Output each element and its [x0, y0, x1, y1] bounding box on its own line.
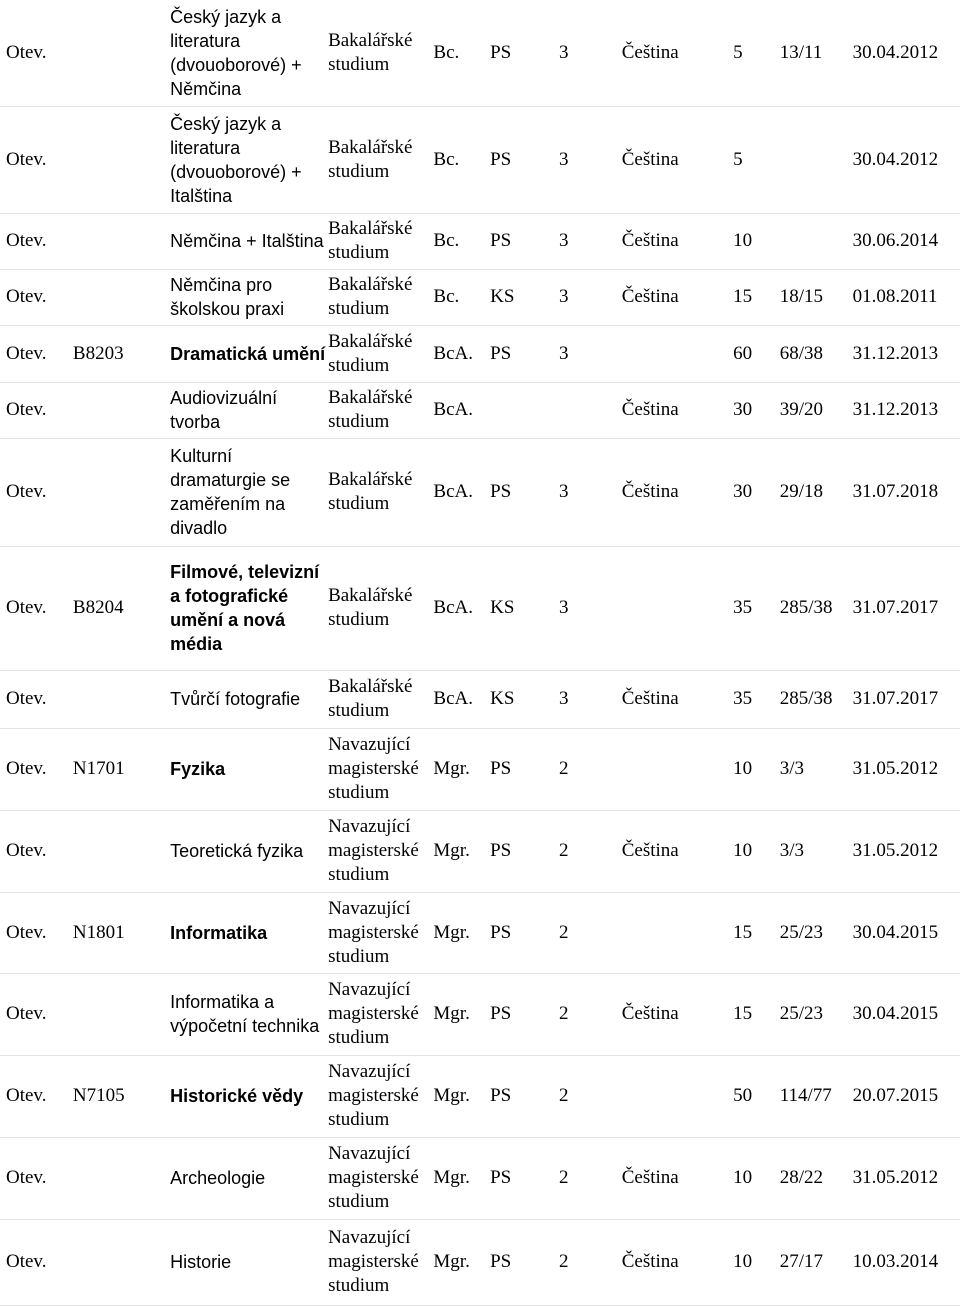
language-cell: Čeština [622, 670, 733, 728]
table-row [0, 106, 960, 213]
capacity-cell: 30 [733, 438, 780, 546]
program-name-cell: Archeologie [170, 1137, 328, 1219]
degree-cell: BcA. [433, 382, 490, 438]
study-form-cell: PS [490, 1137, 559, 1219]
study-form-cell: PS [490, 106, 559, 213]
table-row [0, 670, 960, 728]
applicants-ratio-cell: 13/11 [780, 0, 853, 106]
study-length-cell: 3 [559, 325, 622, 382]
applicants-ratio-cell: 27/17 [780, 1219, 853, 1305]
degree-cell: Mgr. [433, 1219, 490, 1305]
applicants-ratio-cell: 18/15 [780, 269, 853, 325]
capacity-cell: 15 [733, 269, 780, 325]
status-cell: Otev. [0, 546, 73, 670]
capacity-cell: 10 [733, 1219, 780, 1305]
study-type-cell: Navazující magisterské studium [328, 1055, 433, 1137]
table-row [0, 546, 960, 670]
status-cell: Otev. [0, 1055, 73, 1137]
accreditation-date-cell: 30.04.2012 [853, 0, 960, 106]
study-form-cell: PS [490, 728, 559, 810]
degree-cell: BcA. [433, 325, 490, 382]
capacity-cell: 10 [733, 810, 780, 892]
study-type-cell: Navazující magisterské studium [328, 973, 433, 1055]
study-form-cell: KS [490, 269, 559, 325]
study-length-cell: 3 [559, 546, 622, 670]
status-cell: Otev. [0, 382, 73, 438]
language-cell: Čeština [622, 213, 733, 269]
degree-cell: Mgr. [433, 892, 490, 973]
degree-cell: Mgr. [433, 728, 490, 810]
table-row [0, 269, 960, 325]
study-type-cell: Bakalářské studium [328, 546, 433, 670]
program-code-cell [73, 1137, 170, 1219]
table-row [0, 438, 960, 546]
status-cell: Otev. [0, 1219, 73, 1305]
study-form-cell: PS [490, 810, 559, 892]
degree-cell: Bc. [433, 0, 490, 106]
status-cell: Otev. [0, 973, 73, 1055]
applicants-ratio-cell: 68/38 [780, 325, 853, 382]
applicants-ratio-cell: 29/18 [780, 438, 853, 546]
program-code-cell [73, 0, 170, 106]
program-name-cell: Tvůrčí fotografie [170, 670, 328, 728]
study-length-cell: 2 [559, 728, 622, 810]
study-type-cell: Bakalářské studium [328, 269, 433, 325]
accreditation-date-cell: 31.05.2012 [853, 1137, 960, 1219]
study-length-cell: 2 [559, 892, 622, 973]
study-type-cell: Navazující magisterské studium [328, 728, 433, 810]
status-cell: Otev. [0, 810, 73, 892]
study-type-cell: Navazující magisterské studium [328, 1219, 433, 1305]
capacity-cell: 35 [733, 670, 780, 728]
table-row [0, 892, 960, 973]
table-row [0, 1055, 960, 1137]
program-name-cell: Informatika a výpočetní technika [170, 973, 328, 1055]
program-code-cell: B8203 [73, 325, 170, 382]
status-cell: Otev. [0, 269, 73, 325]
capacity-cell: 30 [733, 382, 780, 438]
status-cell: Otev. [0, 728, 73, 810]
degree-cell: Mgr. [433, 810, 490, 892]
study-length-cell: 2 [559, 1055, 622, 1137]
degree-cell: Mgr. [433, 1055, 490, 1137]
study-length-cell: 3 [559, 269, 622, 325]
status-cell: Otev. [0, 1137, 73, 1219]
language-cell [622, 892, 733, 973]
applicants-ratio-cell: 3/3 [780, 728, 853, 810]
program-name-cell: Informatika [170, 892, 328, 973]
language-cell: Čeština [622, 1219, 733, 1305]
capacity-cell: 60 [733, 325, 780, 382]
program-code-cell [73, 438, 170, 546]
degree-cell: Mgr. [433, 973, 490, 1055]
program-name-cell: Historické vědy [170, 1055, 328, 1137]
language-cell: Čeština [622, 973, 733, 1055]
degree-cell: Mgr. [433, 1137, 490, 1219]
study-type-cell: Navazující magisterské studium [328, 892, 433, 973]
accreditation-date-cell: 10.03.2014 [853, 1219, 960, 1305]
applicants-ratio-cell: 39/20 [780, 382, 853, 438]
accreditation-date-cell: 20.07.2015 [853, 1055, 960, 1137]
capacity-cell: 50 [733, 1055, 780, 1137]
accreditation-date-cell: 31.05.2012 [853, 810, 960, 892]
program-name-cell: Historie [170, 1219, 328, 1305]
accreditation-date-cell: 30.04.2015 [853, 892, 960, 973]
program-code-cell [73, 269, 170, 325]
status-cell: Otev. [0, 213, 73, 269]
study-length-cell: 3 [559, 438, 622, 546]
study-form-cell: PS [490, 1219, 559, 1305]
language-cell: Čeština [622, 1137, 733, 1219]
program-name-cell: Audiovizuální tvorba [170, 382, 328, 438]
language-cell: Čeština [622, 438, 733, 546]
study-form-cell: PS [490, 973, 559, 1055]
language-cell [622, 546, 733, 670]
language-cell: Čeština [622, 0, 733, 106]
study-form-cell [490, 382, 559, 438]
applicants-ratio-cell: 114/77 [780, 1055, 853, 1137]
capacity-cell: 10 [733, 728, 780, 810]
language-cell: Čeština [622, 810, 733, 892]
program-code-cell [73, 213, 170, 269]
program-name-cell: Fyzika [170, 728, 328, 810]
study-form-cell: PS [490, 892, 559, 973]
applicants-ratio-cell: 25/23 [780, 892, 853, 973]
accreditation-date-cell: 01.08.2011 [853, 269, 960, 325]
applicants-ratio-cell: 285/38 [780, 546, 853, 670]
accreditation-date-cell: 31.07.2017 [853, 546, 960, 670]
program-name-cell: Český jazyk a literatura (dvouoborové) + Italština [170, 106, 328, 213]
language-cell: Čeština [622, 269, 733, 325]
program-code-cell [73, 1219, 170, 1305]
study-length-cell: 3 [559, 106, 622, 213]
accreditation-date-cell: 31.12.2013 [853, 382, 960, 438]
applicants-ratio-cell [780, 213, 853, 269]
program-name-cell: Němčina pro školskou praxi [170, 269, 328, 325]
accreditation-date-cell: 31.12.2013 [853, 325, 960, 382]
language-cell: Čeština [622, 382, 733, 438]
table-row [0, 1219, 960, 1305]
capacity-cell: 10 [733, 1137, 780, 1219]
program-name-cell: Dramatická umění [170, 325, 328, 382]
program-code-cell [73, 973, 170, 1055]
table-row [0, 0, 960, 106]
program-code-cell: B8204 [73, 546, 170, 670]
applicants-ratio-cell: 3/3 [780, 810, 853, 892]
study-length-cell: 2 [559, 973, 622, 1055]
capacity-cell: 5 [733, 0, 780, 106]
study-type-cell: Navazující magisterské studium [328, 810, 433, 892]
study-form-cell: PS [490, 438, 559, 546]
capacity-cell: 15 [733, 973, 780, 1055]
status-cell: Otev. [0, 438, 73, 546]
accreditation-date-cell: 31.05.2012 [853, 728, 960, 810]
table-row [0, 325, 960, 382]
accreditation-date-cell: 31.07.2017 [853, 670, 960, 728]
program-name-cell: Teoretická fyzika [170, 810, 328, 892]
program-name-cell: Filmové, televizní a fotografické umění a nová média [170, 546, 328, 670]
program-code-cell: N1801 [73, 892, 170, 973]
study-form-cell: KS [490, 546, 559, 670]
study-form-cell: PS [490, 213, 559, 269]
degree-cell: BcA. [433, 546, 490, 670]
study-form-cell: KS [490, 670, 559, 728]
study-type-cell: Bakalářské studium [328, 670, 433, 728]
study-length-cell: 3 [559, 213, 622, 269]
study-type-cell: Bakalářské studium [328, 438, 433, 546]
program-name-cell: Kulturní dramaturgie se zaměřením na divadlo [170, 438, 328, 546]
capacity-cell: 35 [733, 546, 780, 670]
capacity-cell: 5 [733, 106, 780, 213]
degree-cell: Bc. [433, 213, 490, 269]
study-type-cell: Navazující magisterské studium [328, 1137, 433, 1219]
study-length-cell [559, 382, 622, 438]
degree-cell: BcA. [433, 670, 490, 728]
study-length-cell: 2 [559, 1137, 622, 1219]
status-cell: Otev. [0, 0, 73, 106]
language-cell [622, 325, 733, 382]
study-length-cell: 2 [559, 1219, 622, 1305]
program-code-cell [73, 810, 170, 892]
language-cell: Čeština [622, 106, 733, 213]
study-length-cell: 2 [559, 810, 622, 892]
language-cell [622, 728, 733, 810]
program-name-cell: Němčina + Italština [170, 213, 328, 269]
study-form-cell: PS [490, 1055, 559, 1137]
applicants-ratio-cell [780, 106, 853, 213]
accreditation-date-cell: 31.07.2018 [853, 438, 960, 546]
study-length-cell: 3 [559, 670, 622, 728]
status-cell: Otev. [0, 106, 73, 213]
study-form-cell: PS [490, 0, 559, 106]
language-cell [622, 1055, 733, 1137]
table-row [0, 382, 960, 438]
program-code-cell: N1701 [73, 728, 170, 810]
applicants-ratio-cell: 28/22 [780, 1137, 853, 1219]
program-code-cell [73, 106, 170, 213]
degree-cell: BcA. [433, 438, 490, 546]
study-type-cell: Bakalářské studium [328, 213, 433, 269]
status-cell: Otev. [0, 325, 73, 382]
program-name-cell: Český jazyk a literatura (dvouoborové) + Němčina [170, 0, 328, 106]
table-row [0, 973, 960, 1055]
program-code-cell [73, 670, 170, 728]
applicants-ratio-cell: 25/23 [780, 973, 853, 1055]
status-cell: Otev. [0, 670, 73, 728]
accreditation-date-cell: 30.04.2015 [853, 973, 960, 1055]
study-type-cell: Bakalářské studium [328, 106, 433, 213]
table-row [0, 1137, 960, 1219]
degree-cell: Bc. [433, 106, 490, 213]
program-code-cell: N7105 [73, 1055, 170, 1137]
study-form-cell: PS [490, 325, 559, 382]
capacity-cell: 10 [733, 213, 780, 269]
status-cell: Otev. [0, 892, 73, 973]
table-row [0, 213, 960, 269]
table-row [0, 810, 960, 892]
accreditation-date-cell: 30.06.2014 [853, 213, 960, 269]
study-type-cell: Bakalářské studium [328, 382, 433, 438]
degree-cell: Bc. [433, 269, 490, 325]
study-type-cell: Bakalářské studium [328, 325, 433, 382]
accreditation-date-cell: 30.04.2012 [853, 106, 960, 213]
program-code-cell [73, 382, 170, 438]
table-row [0, 728, 960, 810]
capacity-cell: 15 [733, 892, 780, 973]
study-type-cell: Bakalářské studium [328, 0, 433, 106]
applicants-ratio-cell: 285/38 [780, 670, 853, 728]
study-length-cell: 3 [559, 0, 622, 106]
